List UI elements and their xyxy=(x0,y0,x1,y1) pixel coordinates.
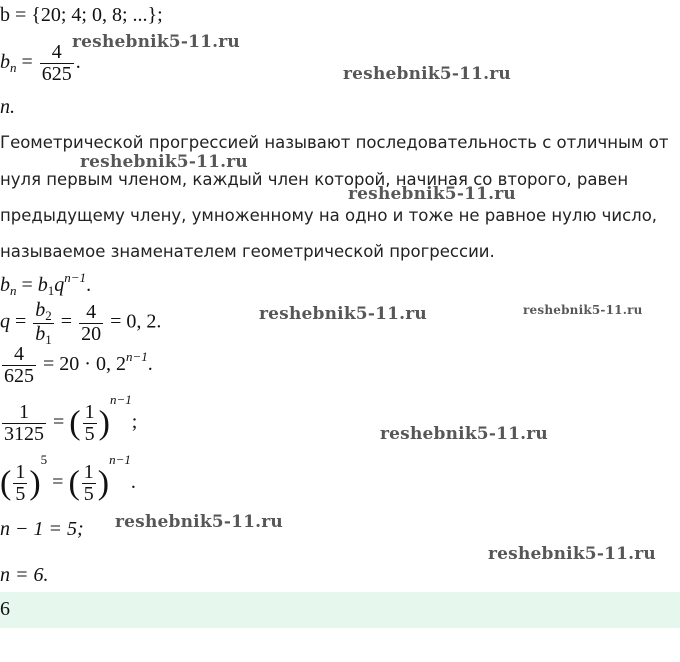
step3-right-exp: n−1 xyxy=(109,452,131,467)
equation-step-1 xyxy=(0,344,153,387)
step1-fraction xyxy=(2,344,36,387)
given-term-den: 625 xyxy=(41,63,72,85)
definition-line-1: Геометрической прогрессией называют последовательность с отличным от xyxy=(0,133,669,152)
watermark: reshebnik5-11.ru xyxy=(488,544,656,564)
step2-den: 3125 xyxy=(4,422,44,445)
given-sequence: b = {20; 4; 0, 8; ...}; xyxy=(0,4,163,26)
answer-value: 6 xyxy=(0,598,10,620)
equation-step-2: $\frac{1}{3125}$ = ( $\frac{1}{5}$ )$^{n-1}$; xyxy=(4,392,138,445)
formula-lhs: b xyxy=(0,274,10,296)
find-label: n. xyxy=(0,96,15,118)
given-term-num: 4 xyxy=(51,41,62,63)
equation-step-5: n = 6. xyxy=(0,564,49,586)
q-symbol: q xyxy=(0,310,10,333)
step2-inner-den: 5 xyxy=(84,422,95,445)
step2-fraction xyxy=(2,402,46,445)
step1-end: . xyxy=(147,353,153,376)
q-result: = 0, 2. xyxy=(110,310,162,333)
formula-q: q xyxy=(54,274,65,296)
watermark: reshebnik5-11.ru xyxy=(523,303,643,317)
definition-line-2: нуля первым членом, каждый член которой, начиная со второго, равен xyxy=(0,170,629,189)
step3-left-exp: 5 xyxy=(40,452,48,467)
given-term-fraction xyxy=(40,42,74,85)
step2-num: 1 xyxy=(19,400,29,423)
q-ratio-den: b xyxy=(35,322,46,345)
step3-right-fraction xyxy=(82,462,96,505)
step3-left-fraction xyxy=(13,462,27,505)
q-ratio-fraction xyxy=(33,300,54,346)
answer-box xyxy=(0,592,680,628)
definition-line-4: называемое знаменателем геометрической прогрессии. xyxy=(0,242,495,261)
q-value-num: 4 xyxy=(86,300,97,323)
general-formula: $b_n = b_1q^{n-1}$. xyxy=(0,270,92,298)
step3-left-num: 1 xyxy=(15,460,26,483)
watermark: reshebnik5-11.ru xyxy=(115,512,283,532)
step3-right-num: 1 xyxy=(83,460,94,483)
formula-b: b xyxy=(37,274,48,296)
step2-inner-num: 1 xyxy=(84,400,95,423)
step1-rhs: = 20 · 0, 2 xyxy=(43,353,126,376)
given-term-sub: n xyxy=(10,60,17,76)
q-value-den: 20 xyxy=(81,322,102,345)
step3-end: . xyxy=(130,471,136,493)
q-value-fraction xyxy=(79,302,103,345)
q-ratio-num-sub: 2 xyxy=(45,308,52,323)
watermark: reshebnik5-11.ru xyxy=(72,32,240,52)
formula-exp: n−1 xyxy=(64,270,87,285)
step2-exp: n−1 xyxy=(109,392,132,407)
step2-inner-fraction xyxy=(83,402,97,445)
q-ratio-num: b xyxy=(35,299,46,321)
step3-right-den: 5 xyxy=(83,482,94,505)
step1-den: 625 xyxy=(4,365,34,387)
q-calculation: q = $\frac{b_2}{b_1}$ = $\frac{4}{20}$ = 0, 2. xyxy=(0,299,162,347)
step1-exp: n−1 xyxy=(125,349,148,365)
step3-left-den: 5 xyxy=(15,482,26,505)
given-term-lhs: b xyxy=(0,51,10,74)
equation-step-4: n − 1 = 5; xyxy=(0,518,84,540)
step1-num: 4 xyxy=(14,343,24,365)
watermark: reshebnik5-11.ru xyxy=(343,64,511,84)
formula-lhs-sub: n xyxy=(10,283,17,298)
watermark: reshebnik5-11.ru xyxy=(259,304,427,324)
watermark: reshebnik5-11.ru xyxy=(348,184,516,204)
formula-b-sub: 1 xyxy=(47,283,55,298)
watermark: reshebnik5-11.ru xyxy=(380,424,548,444)
q-ratio-den-sub: 1 xyxy=(45,331,52,347)
definition-line-3: предыдущему члену, умноженному на одно и тоже не равное нулю число, xyxy=(0,206,658,225)
watermark: reshebnik5-11.ru xyxy=(80,152,248,172)
given-term: $b_n$ = $\frac{4}{625}$ . xyxy=(0,41,81,85)
equation-step-3: ( $\frac{1}{5}$ )$^5$ = ( $\frac{1}{5}$ )$^{n-1}$. xyxy=(0,452,136,505)
step2-end: ; xyxy=(131,411,138,433)
